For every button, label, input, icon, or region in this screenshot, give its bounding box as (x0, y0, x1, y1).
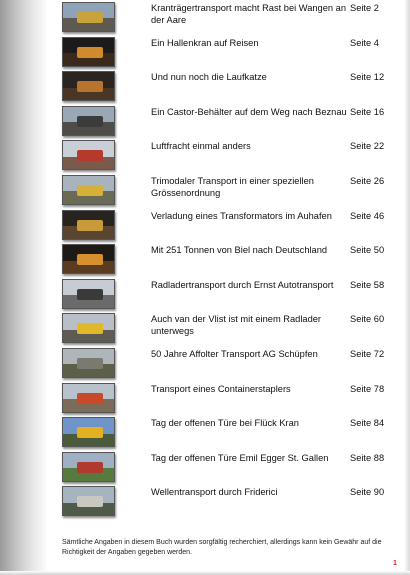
page-bottom-edge (0, 571, 410, 575)
toc-entry-title: Ein Hallenkran auf Reisen (151, 37, 259, 48)
article-thumbnail-image (62, 348, 115, 378)
disclaimer-text: Sämtliche Angaben in diesem Buch wurden sorgfältig recherchiert, allerdings kann kein Gewähr auf die Richtigkeit der Angaben gegeben werden. (62, 539, 382, 556)
toc-entry-page: Seite 78 (350, 383, 385, 394)
table-of-contents (62, 2, 398, 521)
toc-entry-page: Seite 60 (350, 314, 385, 325)
toc-entry-title: 50 Jahre Affolter Transport AG Schüpfen (151, 348, 318, 359)
article-thumbnail-image (62, 417, 115, 447)
toc-entry-page: Seite 88 (350, 452, 385, 463)
toc-entry-title: Luftfracht einmal anders (151, 141, 251, 152)
article-thumbnail-image (62, 383, 115, 413)
article-thumbnail-image (62, 37, 115, 67)
toc-entry-title: Mit 251 Tonnen von Biel nach Deutschland (151, 245, 328, 256)
toc-entry[interactable] (62, 106, 398, 141)
article-thumbnail-image (62, 175, 115, 205)
toc-entry[interactable] (62, 140, 398, 175)
article-thumbnail-image (62, 279, 115, 309)
toc-entry-page: Seite 46 (350, 210, 385, 221)
toc-entry-title: Tag der offenen Türe Emil Egger St. Gallen (151, 452, 329, 463)
toc-entry-page: Seite 12 (350, 72, 385, 83)
toc-entry-title: Wellentransport durch Friderici (151, 487, 278, 498)
book-spine-shadow (0, 0, 46, 575)
article-thumbnail-image (62, 106, 115, 136)
toc-entry[interactable] (62, 71, 398, 106)
toc-entry[interactable] (62, 452, 398, 487)
article-thumbnail-image (62, 452, 115, 482)
toc-entry-page: Seite 22 (350, 141, 385, 152)
toc-entry[interactable] (62, 279, 398, 314)
page-edge (404, 0, 410, 575)
toc-entry[interactable] (62, 417, 398, 452)
toc-entry-title: Tag der offenen Türe bei Flück Kran (151, 418, 299, 429)
toc-entry-title: Und nun noch die Laufkatze (151, 72, 267, 83)
article-thumbnail-image (62, 244, 115, 274)
toc-entry-page: Seite 72 (350, 348, 385, 359)
toc-entry-page: Seite 2 (350, 3, 379, 13)
toc-entry[interactable] (62, 210, 398, 245)
article-thumbnail-image (62, 210, 115, 240)
toc-entry[interactable] (62, 313, 398, 348)
toc-entry[interactable] (62, 383, 398, 418)
article-thumbnail-image (62, 71, 115, 101)
toc-entry-title: Trimodaler Transport in einer speziellen Grössenordnung (151, 175, 314, 198)
toc-entry[interactable] (62, 175, 398, 210)
toc-entry-page: Seite 84 (350, 418, 385, 429)
toc-entry-page: Seite 90 (350, 487, 385, 498)
toc-entry[interactable] (62, 486, 398, 521)
toc-entry[interactable] (62, 244, 398, 279)
article-thumbnail-image (62, 486, 115, 516)
article-thumbnail-image (62, 2, 115, 32)
toc-entry-title: Kranträgertransport macht Rast bei Wangen an der Aare (151, 3, 346, 25)
toc-entry[interactable] (62, 2, 398, 37)
toc-entry-page: Seite 50 (350, 245, 385, 256)
toc-entry-title: Radladertransport durch Ernst Autotransport (151, 279, 334, 290)
toc-entry-page: Seite 4 (350, 37, 379, 48)
toc-entry-title: Verladung eines Transformators im Auhafen (151, 210, 332, 221)
article-thumbnail-image (62, 313, 115, 343)
toc-entry[interactable] (62, 37, 398, 72)
toc-entry-title: Ein Castor-Behälter auf dem Weg nach Beznau (151, 106, 347, 117)
toc-entry-page: Seite 26 (350, 175, 385, 186)
toc-entry-title: Transport eines Containerstaplers (151, 383, 291, 394)
toc-entry-page: Seite 58 (350, 279, 385, 290)
article-thumbnail-image (62, 140, 115, 170)
toc-entry[interactable] (62, 348, 398, 383)
toc-entry-title: Auch van der Vlist ist mit einem Radlader unterwegs (151, 314, 321, 337)
toc-entry-page: Seite 16 (350, 106, 385, 117)
page-number: 1 (393, 560, 397, 567)
